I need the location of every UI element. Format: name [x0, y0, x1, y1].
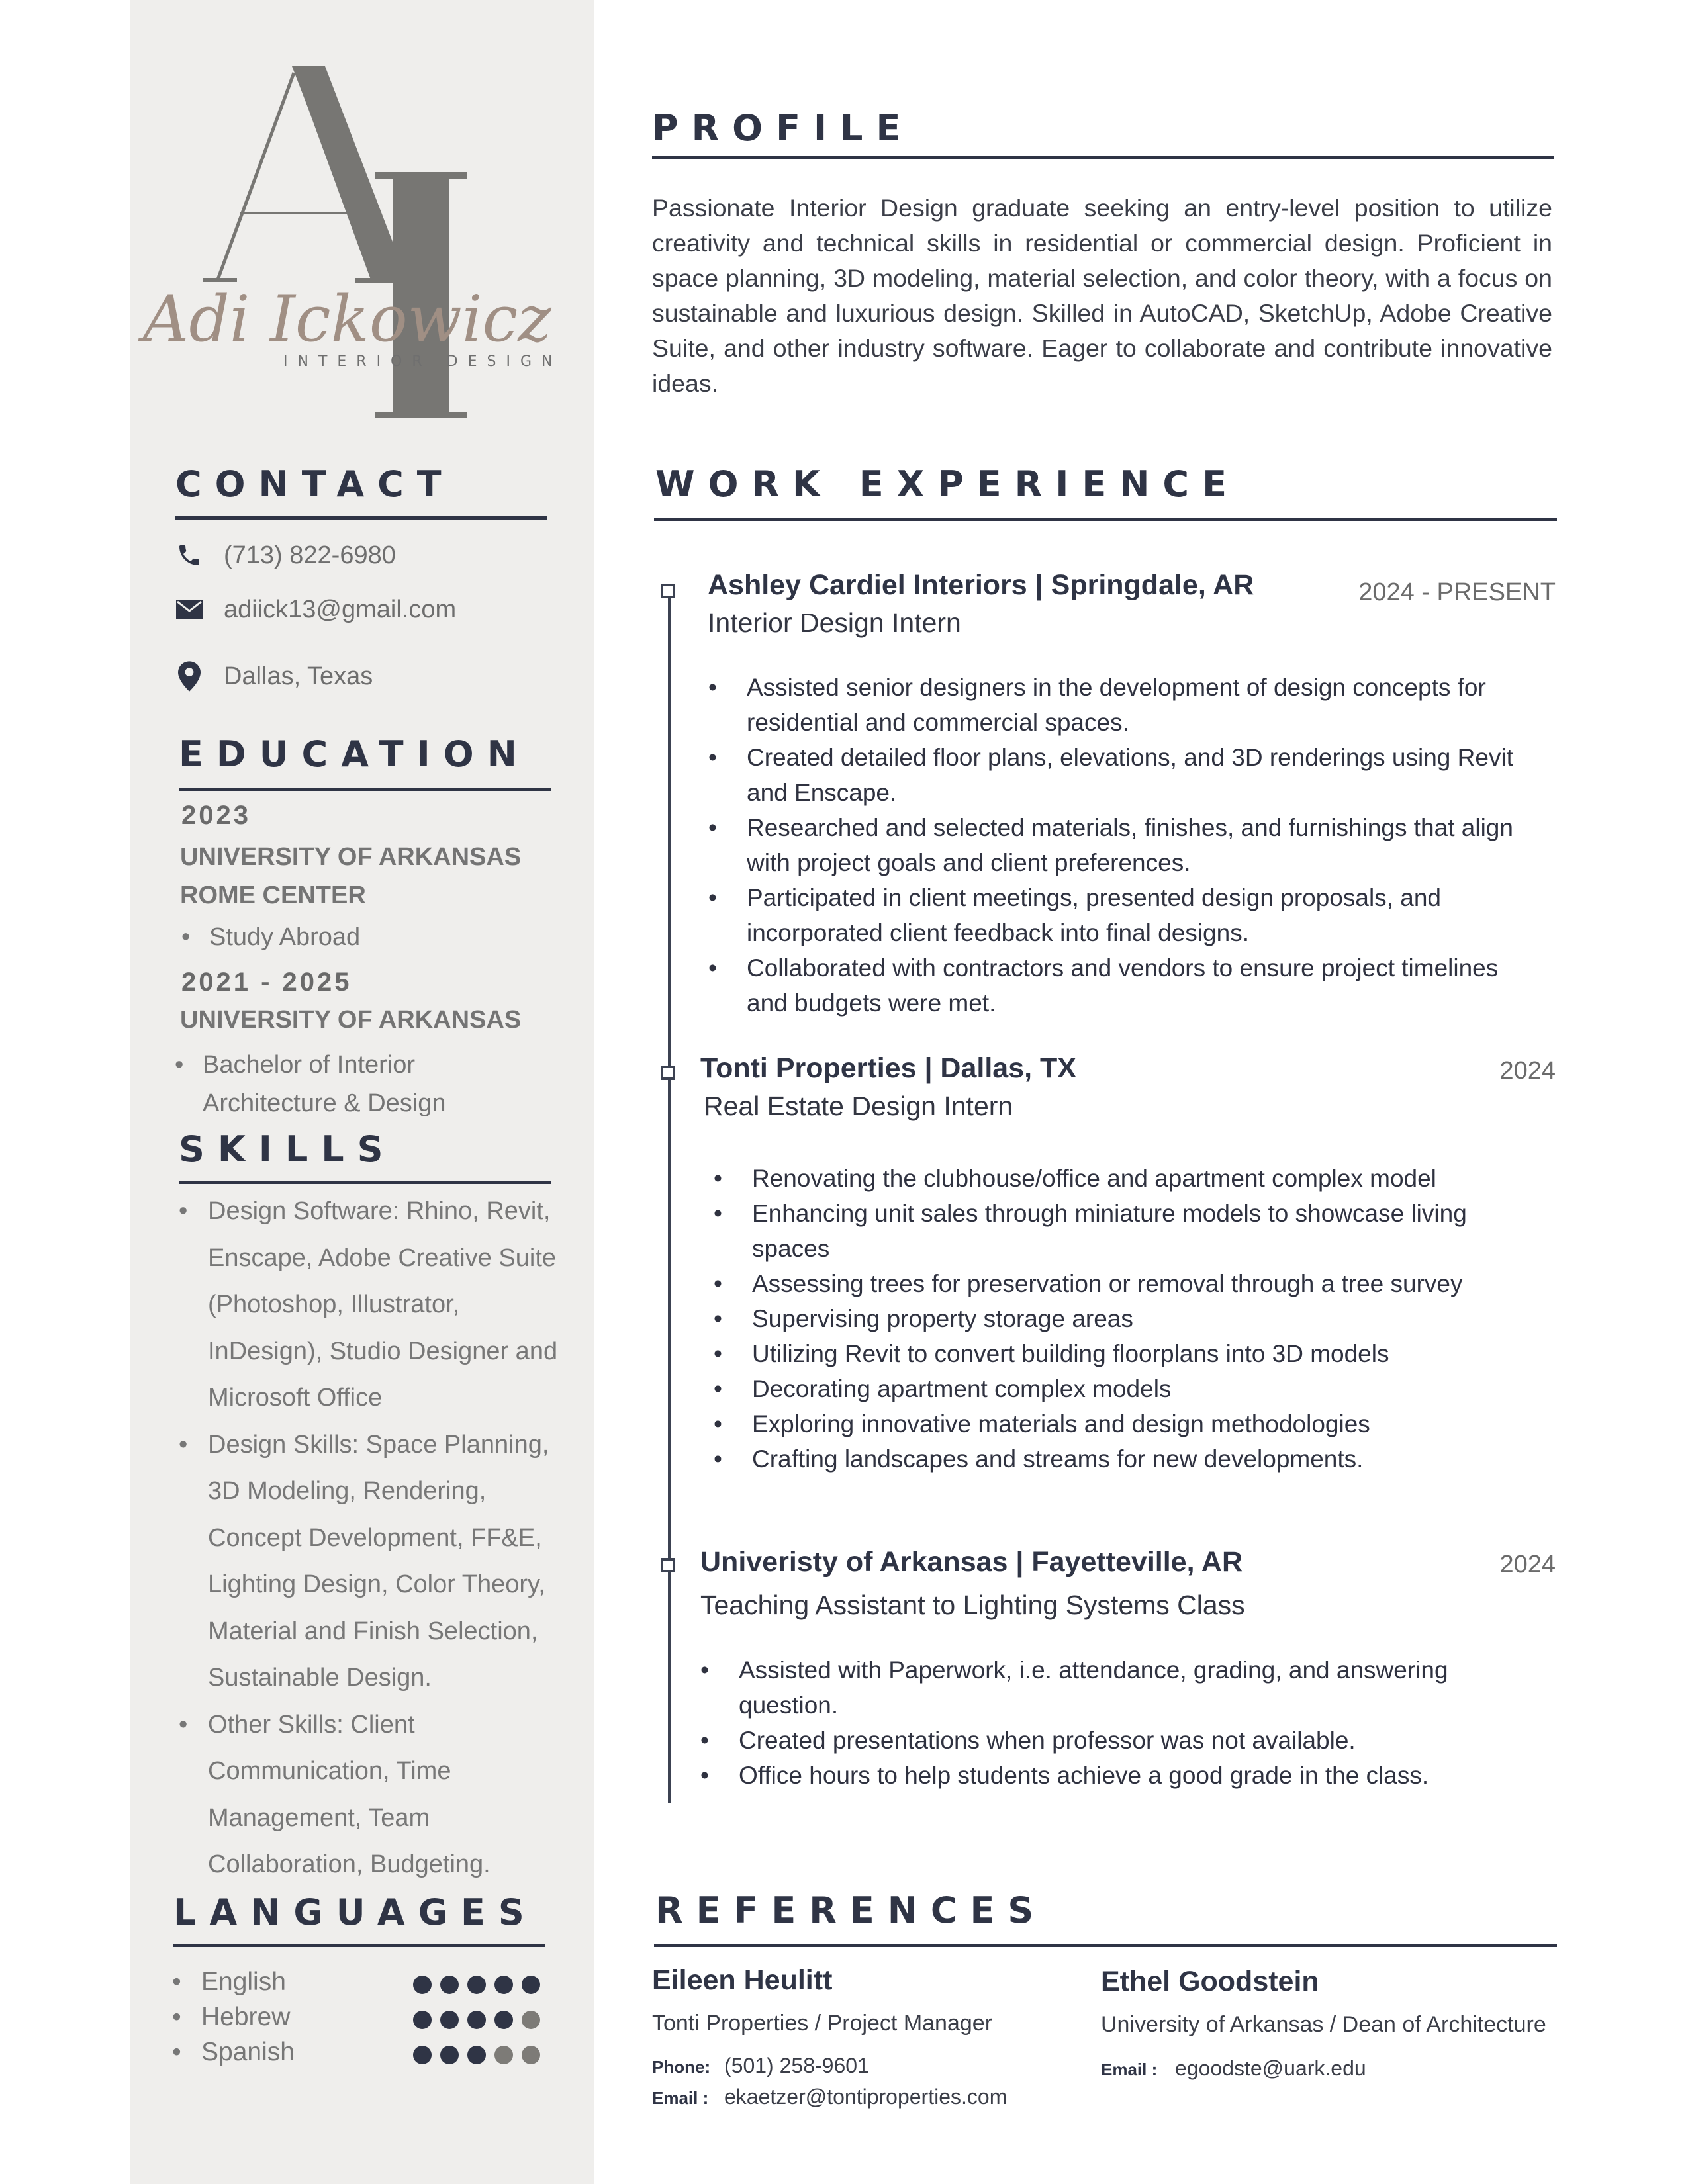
- language-spanish: • Spanish: [201, 2038, 295, 2067]
- job-bullets: [708, 670, 1529, 1021]
- job-role: Teaching Assistant to Lighting Systems Class: [700, 1590, 1245, 1620]
- rating-dot: [494, 2046, 513, 2064]
- job-bullet: • Assisted with Paperwork, i.e. attendance, grading, and answering question.: [700, 1653, 1521, 1723]
- reference-email-label: Email :: [1101, 2060, 1158, 2079]
- education-detail-2: • Bachelor of Interior Architecture & Design: [203, 1046, 481, 1122]
- job-bullet: • Created presentations when professor was not available.: [700, 1723, 1521, 1758]
- education-heading: EDUCATION: [179, 733, 530, 775]
- rating-dot: [413, 2046, 432, 2064]
- timeline-line: [668, 589, 671, 1803]
- languages-heading: LANGUAGES: [173, 1891, 538, 1933]
- contact-rule: [175, 516, 547, 520]
- job-bullet: • Office hours to help students achieve a good grade in the class.: [700, 1758, 1521, 1793]
- job-company: Univeristy of Arkansas | Fayetteville, AR: [700, 1546, 1243, 1578]
- job-bullets: [700, 1653, 1521, 1793]
- rating-dot: [522, 1976, 540, 1994]
- language-hebrew: • Hebrew: [201, 2003, 290, 2032]
- reference-email[interactable]: egoodste@uark.edu: [1175, 2056, 1366, 2080]
- logo-subtitle: INTERIOR DESIGN: [283, 353, 563, 370]
- rating-dot: [494, 2011, 513, 2029]
- job-date: 2024: [1499, 1057, 1556, 1085]
- education-detail-1: • Study Abroad: [209, 923, 360, 952]
- phone-text[interactable]: (713) 822-6980: [224, 541, 396, 569]
- job-bullet: • Created detailed floor plans, elevations, and 3D renderings using Revit and Enscape.: [708, 740, 1529, 810]
- education-school-1: UNIVERSITY OF ARKANSAS ROME CENTER: [180, 843, 522, 909]
- reference-name: Eileen Heulitt: [652, 1964, 833, 1996]
- job-date: 2024 - PRESENT: [1358, 578, 1556, 606]
- reference-org: Tonti Properties / Project Manager: [652, 2011, 993, 2036]
- reference-email[interactable]: ekaetzer@tontiproperties.com: [724, 2085, 1008, 2109]
- rating-dot: [494, 1976, 513, 1994]
- location-pin-icon: [175, 662, 204, 691]
- education-year-1: 2023: [181, 801, 251, 830]
- education-rule: [179, 788, 551, 791]
- phone-icon: [175, 541, 204, 570]
- location-text: Dallas, Texas: [224, 662, 373, 690]
- reference-name: Ethel Goodstein: [1101, 1966, 1319, 1997]
- education-year-2: 2021 - 2025: [181, 968, 352, 997]
- logo-signature: Adi Ickowicz: [143, 282, 551, 356]
- reference-email-label: Email :: [652, 2088, 709, 2108]
- job-bullet: • Exploring innovative materials and design methodologies: [714, 1406, 1534, 1441]
- job-bullet: • Participated in client meetings, presented design proposals, and incorporated client feedback into final designs.: [708, 880, 1529, 950]
- skill-item: • Design Software: Rhino, Revit, Enscape, Adobe Creative Suite (Photoshop, Illustrator, InDesign), Studio Designer and Microsoft Office: [208, 1188, 579, 1422]
- reference-phone-label: Phone:: [652, 2057, 711, 2077]
- mail-icon: [175, 595, 204, 624]
- job-bullet: • Enhancing unit sales through miniature models to showcase living spaces: [714, 1196, 1534, 1266]
- languages-rule: [173, 1944, 545, 1947]
- rating-dot: [467, 1976, 486, 1994]
- job-bullet: • Decorating apartment complex models: [714, 1371, 1534, 1406]
- email-text[interactable]: adiick13@gmail.com: [224, 595, 457, 623]
- contact-phone: [175, 541, 396, 570]
- profile-rule: [652, 156, 1554, 159]
- language-english: • English: [201, 1968, 286, 1997]
- references-rule: [654, 1944, 1557, 1947]
- rating-dot: [440, 2046, 459, 2064]
- logo: [130, 0, 594, 450]
- contact-email: [175, 595, 456, 624]
- work-heading: WORK EXPERIENCE: [655, 463, 1240, 505]
- references-heading: REFERENCES: [655, 1889, 1047, 1931]
- rating-dot: [522, 2011, 540, 2029]
- skills-heading: SKILLS: [179, 1128, 397, 1170]
- contact-heading: CONTACT: [175, 463, 455, 505]
- job-bullet: • Crafting landscapes and streams for new developments.: [714, 1441, 1534, 1477]
- rating-dot: [440, 2011, 459, 2029]
- rating-dot: [522, 2046, 540, 2064]
- skill-item: • Other Skills: Client Communication, Time Management, Team Collaboration, Budgeting.: [208, 1702, 579, 1888]
- language-english-rating: [413, 1976, 540, 1994]
- monogram-logo: [130, 0, 594, 450]
- timeline-node: [661, 1558, 675, 1572]
- job-company: Ashley Cardiel Interiors | Springdale, AR: [708, 569, 1254, 601]
- job-bullet: • Researched and selected materials, finishes, and furnishings that align with project goals and client preferences.: [708, 810, 1529, 880]
- education-school-2: UNIVERSITY OF ARKANSAS: [180, 1006, 522, 1034]
- rating-dot: [413, 1976, 432, 1994]
- job-bullet: • Assessing trees for preservation or removal through a tree survey: [714, 1266, 1534, 1301]
- job-bullet: • Supervising property storage areas: [714, 1301, 1534, 1336]
- profile-text: Passionate Interior Design graduate seeking an entry-level position to utilize creativity and technical skills in residential or commercial design. Proficient in space planning, 3D modeling, material selection, and color theory, with a focus on sustainable and luxurious design. Skilled in AutoCAD, SketchUp, Adobe Creative Suite, and other industry software. Eager to collaborate and contribute innovative ideas.: [652, 194, 1552, 397]
- job-role: Interior Design Intern: [708, 608, 961, 638]
- timeline-node: [661, 584, 675, 598]
- rating-dot: [440, 1976, 459, 1994]
- language-hebrew-rating: [413, 2011, 540, 2029]
- skill-item: • Design Skills: Space Planning, 3D Modeling, Rendering, Concept Development, FF&E, Lighting Design, Color Theory, Material and Finish Selection, Sustainable Design.: [208, 1422, 579, 1702]
- reference-phone[interactable]: (501) 258-9601: [724, 2054, 869, 2077]
- job-company: Tonti Properties | Dallas, TX: [700, 1052, 1076, 1084]
- rating-dot: [467, 2046, 486, 2064]
- job-date: 2024: [1499, 1551, 1556, 1578]
- timeline-node: [661, 1066, 675, 1080]
- rating-dot: [413, 2011, 432, 2029]
- skills-list: [208, 1188, 579, 1888]
- work-rule: [654, 518, 1557, 521]
- job-bullets: [714, 1161, 1534, 1477]
- job-bullet: • Renovating the clubhouse/office and apartment complex model: [714, 1161, 1534, 1196]
- job-role: Real Estate Design Intern: [704, 1091, 1013, 1121]
- contact-location: [175, 662, 373, 691]
- job-bullet: • Assisted senior designers in the development of design concepts for residential and commercial spaces.: [708, 670, 1529, 740]
- rating-dot: [467, 2011, 486, 2029]
- language-spanish-rating: [413, 2046, 540, 2064]
- job-bullet: • Collaborated with contractors and vendors to ensure project timelines and budgets were met.: [708, 950, 1529, 1021]
- profile-heading: PROFILE: [652, 107, 914, 149]
- job-bullet: • Utilizing Revit to convert building floorplans into 3D models: [714, 1336, 1534, 1371]
- skills-rule: [179, 1181, 551, 1184]
- reference-org: University of Arkansas / Dean of Architecture: [1101, 2012, 1546, 2037]
